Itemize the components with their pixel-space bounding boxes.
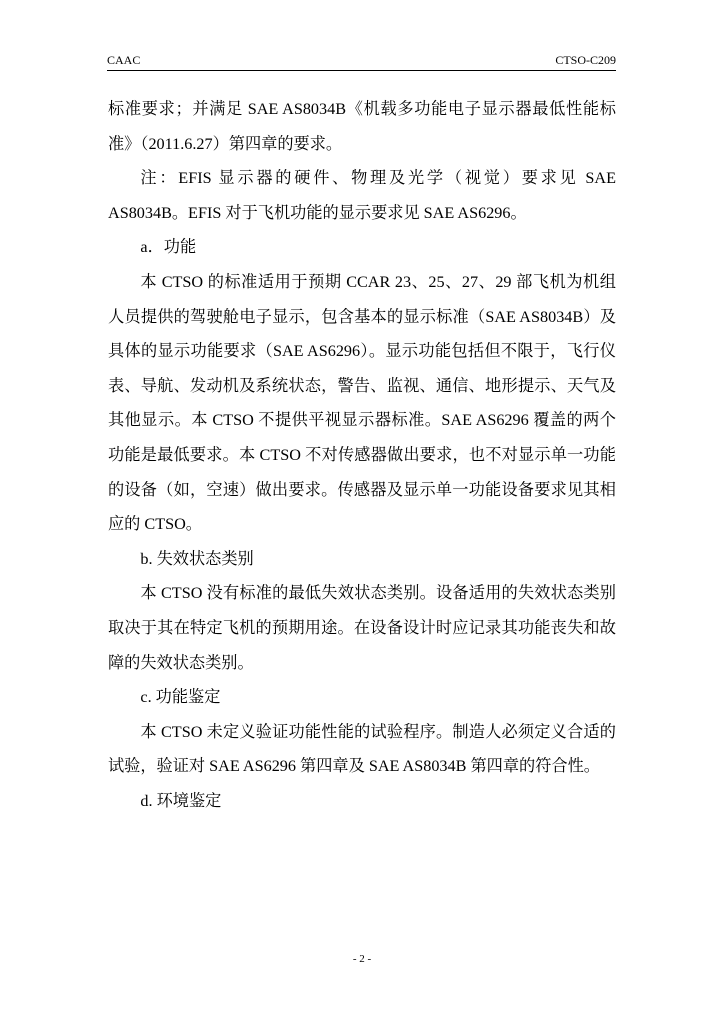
document-body <box>108 92 616 818</box>
section-heading-b: b. 失效状态类别 <box>140 549 254 568</box>
paragraph-function: 本 CTSO 的标准适用于预期 CCAR 23、25、27、29 部飞机为机组人员提供的驾驶舱电子显示，包含基本的显示标准（SAE AS8034B）及具体的显示功能要求（SAE AS6296）。显示功能包括但不限于，飞行仪表、导航、发动机及系统状态，警告、监视、通信、地形提示、天气及其他显示。本 CTSO 不提供平视显示器标准。SAE AS6296 覆盖的两个功能是最低要求。本 CTSO 不对传感器做出要求，也不对显示单一功能的设备（如，空速）做出要求。传感器及显示单一功能设备要求见其相应的 CTSO。 <box>108 272 616 534</box>
section-heading-d: d. 环境鉴定 <box>140 791 222 810</box>
section-heading-c: c. 功能鉴定 <box>140 688 221 707</box>
paragraph-note: 注：EFIS 显示器的硬件、物理及光学（视觉）要求见 SAE AS8034B。EFIS 对于飞机功能的显示要求见 SAE AS6296。 <box>108 169 616 222</box>
paragraph-failure-condition: 本 CTSO 没有标准的最低失效状态类别。设备适用的失效状态类别取决于其在特定飞机的预期用途。在设备设计时应记录其功能丧失和故障的失效状态类别。 <box>108 584 616 672</box>
paragraph-standard-requirement: 标准要求；并满足 SAE AS8034B《机载多功能电子显示器最低性能标准》（2011.6.27）第四章的要求。 <box>108 100 616 153</box>
page-header <box>107 52 616 71</box>
page-number: - 2 - <box>352 953 372 965</box>
header-organization: CAAC <box>107 53 141 67</box>
section-heading-a: a．功能 <box>140 238 197 257</box>
paragraph-functional-qualification: 本 CTSO 未定义验证功能性能的试验程序。制造人必须定义合适的试验，验证对 SAE AS6296 第四章及 SAE AS8034B 第四章的符合性。 <box>108 722 616 776</box>
page-footer <box>0 952 724 966</box>
header-document-id: CTSO-C209 <box>555 53 616 67</box>
